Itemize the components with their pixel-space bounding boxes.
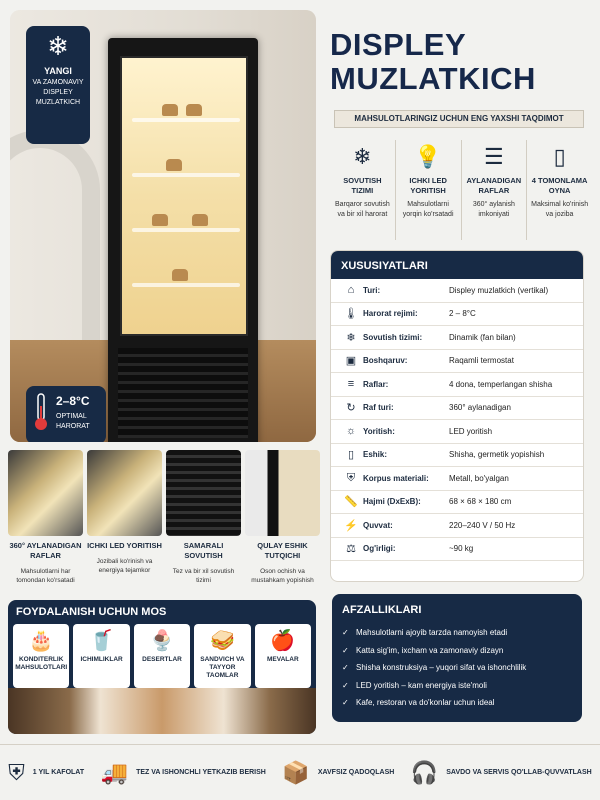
thumb-image <box>87 450 162 536</box>
feature-text: Mahsulotlarni yorqin ko'rsatadi <box>402 201 454 218</box>
usage-label: DESERTLAR <box>142 656 182 663</box>
cake <box>186 104 202 116</box>
spec-row <box>331 491 583 515</box>
spec-row <box>331 303 583 327</box>
detail-thumbnails <box>8 450 320 595</box>
check-icon: ✓ <box>342 680 349 690</box>
cake <box>166 159 182 171</box>
spec-value: Dinamik (fan bilan) <box>449 332 516 342</box>
feature-text: Maksimal ko'rinish va joziba <box>531 201 589 218</box>
snowflake-icon: ❄ <box>353 144 372 169</box>
usage-cards <box>8 624 316 688</box>
feature-title: SOVUTISH TIZIMI <box>343 176 382 195</box>
spec-value: Raqamli termostat <box>449 356 514 366</box>
feature-title: ICHKI LED YORITISH <box>409 176 447 195</box>
ruler-icon: 📏 <box>344 496 358 509</box>
usage-label: SANDVICH VA TAYYOR TAOMLAR <box>200 656 245 679</box>
thumb-cooling <box>166 450 241 595</box>
cake <box>192 214 208 226</box>
cake <box>162 104 178 116</box>
usage-panel <box>8 600 316 734</box>
advantage-item <box>342 642 572 660</box>
spec-label: Raf turi: <box>363 403 394 413</box>
footer-delivery <box>101 760 266 786</box>
shelves-icon: ≡ <box>347 378 355 391</box>
feature-text: Barqaror sovutish va bir xil harorat <box>334 201 390 218</box>
spec-label: Yoritish: <box>363 426 395 436</box>
spec-value: Displey muzlatkich (vertikal) <box>449 285 549 295</box>
snowflake-icon: ❄ <box>346 331 356 344</box>
footer-text: TEZ VA ISHONCHLI YETKAZIB BERISH <box>136 768 266 776</box>
usage-desserts <box>134 624 190 688</box>
thumb-image <box>166 450 241 536</box>
usage-label: KONDITERLIK MAHSULOTLARI <box>15 656 68 671</box>
usage-confectionery <box>13 624 69 688</box>
thumb-image <box>8 450 83 536</box>
thumb-text: Mahsulotlarni har tomondan ko'rsatadi <box>16 568 75 584</box>
spec-value: 360° aylanadigan <box>449 403 511 413</box>
spec-row <box>331 373 583 397</box>
spec-value: 220–240 V / 50 Hz <box>449 520 516 530</box>
thumb-text: Oson ochish va mustahkam yopishish <box>251 568 314 584</box>
page-title: DISPLEY MUZLATKICH <box>330 27 536 96</box>
spec-row <box>331 467 583 491</box>
badge-subtitle: VA ZAMONAVIY DISPLEY MUZLATKICH <box>32 79 84 106</box>
spec-value: 68 × 68 × 180 cm <box>449 497 512 507</box>
spec-value: LED yoritish <box>449 426 493 436</box>
spec-label: Harorat rejimi: <box>363 309 418 319</box>
fridge-grill <box>118 348 248 438</box>
usage-label: MEVALAR <box>267 656 299 663</box>
new-badge <box>26 26 90 144</box>
footer-text: 1 YIL KAFOLAT <box>32 768 85 776</box>
badge-title: YANGI <box>44 66 72 76</box>
temperature-label: OPTIMAL HARORAT <box>56 413 90 430</box>
rotate-icon: ↻ <box>346 402 356 415</box>
footer-packaging <box>282 760 394 786</box>
specs-heading: XUSUSIYATLARI <box>331 251 583 279</box>
feature-glass <box>526 140 592 240</box>
usage-sandwich <box>194 624 250 688</box>
hero-photo <box>10 10 316 442</box>
advantage-item <box>342 659 572 677</box>
spec-label: Sovutish tizimi: <box>363 332 423 342</box>
check-icon: ✓ <box>342 628 349 637</box>
cake <box>172 269 188 281</box>
usage-fruits <box>255 624 311 688</box>
footer-bar <box>0 744 600 800</box>
spec-row <box>331 397 583 421</box>
spec-row <box>331 420 583 444</box>
advantage-text: LED yoritish – kam energiya iste'moli <box>356 680 487 690</box>
feature-title: 4 TOMONLAMA OYNA <box>531 176 588 195</box>
spec-label: Og'irligi: <box>363 544 396 554</box>
fruit-icon: 🍎 <box>270 630 296 652</box>
advantage-item <box>342 694 572 712</box>
spec-row <box>331 279 583 303</box>
spec-label: Turi: <box>363 285 381 295</box>
feature-text: 360° aylanish imkoniyati <box>472 201 515 218</box>
spec-value: 2 – 8°C <box>449 309 476 319</box>
footer-text: XAVFSIZ QADOQLASH <box>317 768 395 776</box>
feature-row <box>330 140 592 240</box>
controller-icon: ▣ <box>345 355 357 368</box>
weight-icon: ⚖ <box>346 543 356 556</box>
cake <box>152 214 168 226</box>
usage-label: ICHIMLIKLAR <box>80 656 123 663</box>
spec-value: Metall, bo'yalgan <box>449 473 509 483</box>
thumb-title: SAMARALI SOVUTISH <box>183 541 224 560</box>
temperature-value: 2–8°C <box>56 394 90 408</box>
thumb-handle <box>245 450 320 595</box>
lightning-icon: ⚡ <box>344 519 358 532</box>
shield-check-icon: ⛨ <box>8 759 25 785</box>
footer-support <box>411 760 592 786</box>
thumb-text: Jozibali ko'rinish va energiya tejamkor <box>96 558 153 574</box>
specs-panel <box>330 250 584 582</box>
spec-row <box>331 326 583 350</box>
lightbulb-icon: ☼ <box>345 425 357 438</box>
thermometer-icon <box>32 392 50 432</box>
lightbulb-icon: 💡 <box>414 144 442 169</box>
footer-text: SAVDO VA SERVIS QO'LLAB-QUVVATLASH <box>446 768 592 776</box>
thermometer-icon: 🌡 <box>344 308 358 321</box>
headset-icon: 🎧 <box>410 759 439 785</box>
usage-heading: FOYDALANISH UCHUN MOS <box>16 606 167 618</box>
spec-label: Korpus materiali: <box>363 473 429 483</box>
truck-icon: 🚚 <box>100 759 129 785</box>
thumb-text: Tez va bir xil sovutish tizimi <box>172 568 235 584</box>
shield-icon: ⛨ <box>346 471 356 484</box>
advantage-text: Kafe, restoran va do'konlar uchun ideal <box>356 698 495 707</box>
thumb-image <box>245 450 320 536</box>
stone-arch <box>10 130 100 350</box>
feature-led <box>395 140 461 240</box>
shelf <box>132 283 240 287</box>
cake-icon: 🎂 <box>28 630 54 652</box>
rotating-shelves-icon: ☰ <box>484 144 504 169</box>
check-icon: ✓ <box>342 698 349 707</box>
spec-label: Boshqaruv: <box>363 356 408 366</box>
spec-label: Raflar: <box>363 379 389 389</box>
temperature-badge <box>26 386 106 442</box>
advantage-text: Shisha konstruksiya – yuqori sifat va ishonchlilik <box>356 663 527 672</box>
spec-value: 4 dona, temperlangan shisha <box>449 379 553 389</box>
spec-label: Eshik: <box>363 450 388 460</box>
feature-shelves <box>461 140 527 240</box>
usage-drinks <box>73 624 129 688</box>
spec-row <box>331 538 583 562</box>
thumb-shelves <box>8 450 83 595</box>
thumb-led <box>87 450 162 595</box>
shelf <box>132 118 240 122</box>
tag-icon: ⌂ <box>347 284 355 297</box>
advantage-text: Mahsulotlarni ajoyib tarzda namoyish etadi <box>356 628 508 637</box>
shelf <box>132 228 240 232</box>
check-icon: ✓ <box>342 663 349 672</box>
advantage-item <box>342 624 572 642</box>
drink-icon: 🥤 <box>89 630 115 652</box>
footer-warranty <box>8 760 84 786</box>
feature-title: AYLANADIGAN RAFLAR <box>466 176 522 195</box>
spec-label: Quvvat: <box>363 520 393 530</box>
spec-row <box>331 444 583 468</box>
fridge-glass <box>120 56 248 336</box>
advantages-heading: AFZALLIKLARI <box>342 604 422 616</box>
snowflake-icon: ❄ <box>47 31 69 61</box>
advantages-panel <box>332 594 582 722</box>
display-fridge-image <box>108 38 258 442</box>
check-icon: ✓ <box>342 645 349 655</box>
advantage-item <box>342 677 572 695</box>
door-icon: ▯ <box>347 449 355 462</box>
spec-row <box>331 514 583 538</box>
thumb-title: ICHKI LED YORITISH <box>87 541 162 550</box>
sandwich-icon: 🥪 <box>209 630 235 652</box>
box-icon: 📦 <box>282 759 310 785</box>
spec-value: ~90 kg <box>449 544 474 554</box>
shelf <box>132 173 240 177</box>
page-subtitle: MAHSULOTLARINGIZ UCHUN ENG YAXSHI TAQDIMOT <box>334 110 584 128</box>
dessert-photo-strip <box>8 688 316 734</box>
thumb-title: 360° AYLANADIGAN RAFLAR <box>9 541 82 560</box>
spec-value: Shisha, germetik yopishish <box>449 450 545 460</box>
spec-row <box>331 350 583 374</box>
advantage-text: Katta sig'im, ixcham va zamonaviy dizayn <box>356 645 504 655</box>
dessert-icon: 🍨 <box>149 630 175 652</box>
glass-pane-icon: ▯ <box>553 144 566 169</box>
feature-cooling <box>330 140 395 240</box>
spec-label: Hajmi (DxExB): <box>363 497 421 507</box>
thumb-title: QULAY ESHIK TUTQICHI <box>257 541 308 560</box>
